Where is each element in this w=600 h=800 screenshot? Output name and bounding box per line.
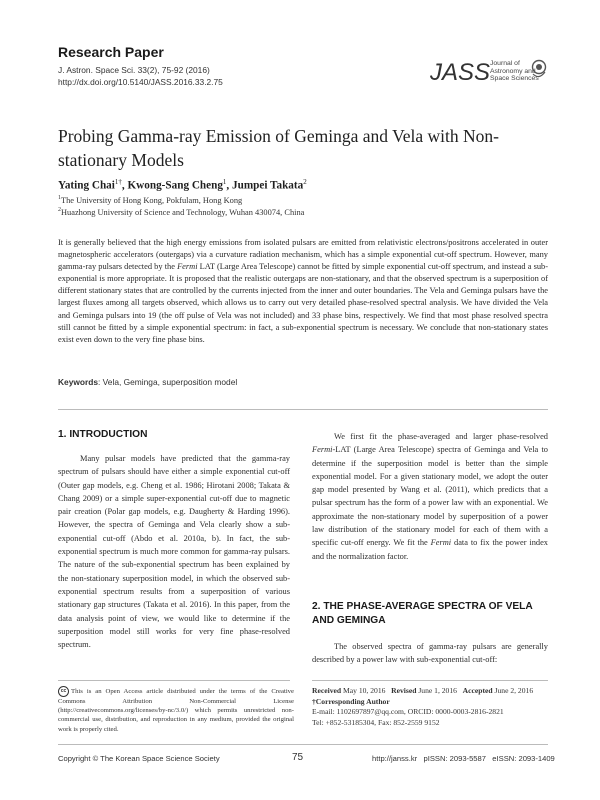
abstract-text: LAT (Large Area Telescope) cannot be fitted by simple exponential cut-off spectrum, and instead a sub-exponential is more appropriate. It is proposed that the realistic outergaps are non-stationary, and that the observed spectrum is a superposition of different stationary states that are controlled by the currents injected from the inner and outer boundaries. The Vela and Geminga pulsars have the largest fluxes among all targets observed, which allows us to carry out very detailed phase-resolved spectral analysis. We have divided the Vela and Geminga pulsars into 19 (the off pulse of Vela was not included) and 33 phase bins, respectively. We find that most phase resolved spectra still cannot be fitted by a simple exponential spectrum: in fact, a sub-exponential spectrum is necessary. We conclude that non-stationary states exist even down to the very fine phase bins. — [58, 262, 548, 344]
jass-logo-line1: Journal of — [490, 60, 520, 67]
page-number: 75 — [292, 752, 304, 763]
revised-label: Revised — [391, 686, 417, 695]
article-history — [312, 686, 552, 728]
abstract-fermi: Fermi — [177, 262, 198, 272]
author-affil-mark: 2 — [303, 178, 307, 186]
license-notice — [58, 686, 294, 734]
divider — [312, 680, 548, 681]
abstract — [58, 237, 548, 346]
jass-logo-word: JASS — [430, 59, 491, 86]
paragraph-text: We first fit the phase-averaged and larger phase-resolved — [334, 432, 548, 441]
author-name: Yating Chai — [58, 179, 115, 192]
fermi-italic: Fermi — [312, 445, 333, 455]
affiliation-text: Huazhong University of Science and Technology, Wuhan 430074, China — [61, 207, 305, 217]
divider — [58, 409, 548, 410]
author-name: Kwong-Sang Cheng — [127, 179, 223, 192]
accepted-label: Accepted — [462, 686, 493, 695]
corresponding-email[interactable]: E-mail: 1102697897@qq.com, ORCID: 0000-0003-2816-2821 — [312, 707, 504, 716]
author-affil-mark: 1 — [222, 178, 227, 186]
journal-reference: J. Astron. Space Sci. 33(2), 75-92 (2016) — [58, 65, 210, 75]
article-type-label: Research Paper — [58, 44, 164, 60]
license-text: This is an Open Access article distributed under the terms of the Creative Commons Attribution Non-Commercial License (http://creativecommons.org/licenses/by-nc/3.0/) which permits unrestricted non-commercial use, distribution, and reproduction in any medium, provided the original work is properly cited. — [58, 688, 294, 733]
abstract-text: It is generally believed that the high energy emissions from isolated pulsars are emitted from relativistic electrons/positrons accelerated in outer magnetospheric accelerators (outergaps) via a curvature radiation mechanism, which has a simple exponential cut-off spectrum. However, many gamma-ray pulsars detected by the — [58, 238, 548, 272]
jass-logo — [430, 56, 550, 96]
paper-title: Probing Gamma-ray Emission of Geminga and Vela with Non-stationary Models — [58, 126, 499, 170]
keywords-text: : Vela, Geminga, superposition model — [98, 377, 238, 387]
keywords — [58, 377, 237, 387]
introduction-paragraph-2 — [312, 430, 548, 563]
received-label: Received — [312, 686, 342, 695]
author-separator: , — [121, 179, 128, 192]
swirl-icon — [530, 58, 548, 80]
creative-commons-icon: cc — [58, 686, 69, 697]
introduction-paragraph: Many pulsar models have predicted that the gamma-ray spectrum of pulsars should have either a simple exponential cut-off (Outer gap models, e.g. Cheng et al. 1986; Hirotani 2008; Takata & Chang 2009) or a simple super-exponential cut-off due to magnetic pair creation (Polar gap models, e.g. Daugherty & Harding 1996). However, the spectra of Geminga and Vela clearly show a sub-exponential cut-off (Abdo et al. 2010a, b). In fact, the sub-exponential spectrum is much more common for gamma-ray pulsars. The nature of the sub-exponential spectrum has been explained by the non-stationary superposition model, in which the observed sub-exponential spectrum results from a superposition of various stationary gap structures (Takata et al. 2016). In this paper, from the data analysis point of view, we would like to determine if the superposition model still works for very fine phase-resolved spectrum. — [58, 454, 290, 650]
section-heading-phase-average: 2. THE PHASE-AVERAGE SPECTRA OF VELA AND GEMINGA — [312, 601, 533, 626]
affiliation-text: The University of Hong Kong, Pokfulam, Hong Kong — [61, 195, 243, 205]
author-separator: , — [226, 179, 233, 192]
paragraph-text: -LAT (Large Area Telescope) spectra of Geminga and Vela to determine if the superposition model is better than the simple exponential model. For a given stationary model, we adopt the outer gap model presented by Wang et al. (2011), which predicts that a pulsar spectrum has the form of a power law with an exponential. We approximate the non-stationary model by superposition of a power law distribution of the stationary model for each of them with a specific cut-off energy. We fit the — [312, 445, 548, 548]
affiliation-mark: 1 — [58, 195, 61, 201]
jass-logo-line2: Astronomy and — [490, 67, 536, 75]
history-dates — [312, 686, 552, 697]
affiliation-mark: 2 — [58, 207, 61, 213]
received-date: May 10, 2016 — [343, 686, 386, 695]
doi-link[interactable]: http://dx.doi.org/10.5140/JASS.2016.33.2.75 — [58, 77, 223, 87]
author-list — [58, 178, 307, 192]
paragraph-text: data to fix the power index and the normalization factor. — [312, 538, 548, 561]
section2-paragraph: The observed spectra of gamma-ray pulsars are generally described by a power law with sub-exponential cut-off: — [312, 642, 548, 665]
corresponding-phone: Tel: +852-53185304, Fax: 852-2559 9152 — [312, 717, 440, 727]
author-affil-mark: 1† — [114, 178, 122, 186]
footer-divider — [58, 744, 548, 745]
divider — [58, 680, 290, 681]
corresponding-author-label: †Corresponding Author — [312, 696, 390, 706]
section-heading-introduction: 1. INTRODUCTION — [58, 429, 148, 440]
jass-logo-line3: Space Sciences — [490, 75, 539, 83]
accepted-date: June 2, 2016 — [494, 686, 534, 695]
footer-issn[interactable]: http://janss.kr pISSN: 2093-5587 eISSN: 2093-1409 — [372, 754, 555, 763]
affiliation — [58, 195, 242, 205]
footer-copyright: Copyright © The Korean Space Science Society — [58, 754, 220, 763]
fermi-italic: Fermi — [430, 538, 452, 548]
keywords-label: Keywords — [58, 377, 99, 387]
author-name: Jumpei Takata — [232, 179, 304, 192]
revised-date: June 1, 2016 — [418, 686, 457, 695]
affiliation — [58, 207, 304, 217]
